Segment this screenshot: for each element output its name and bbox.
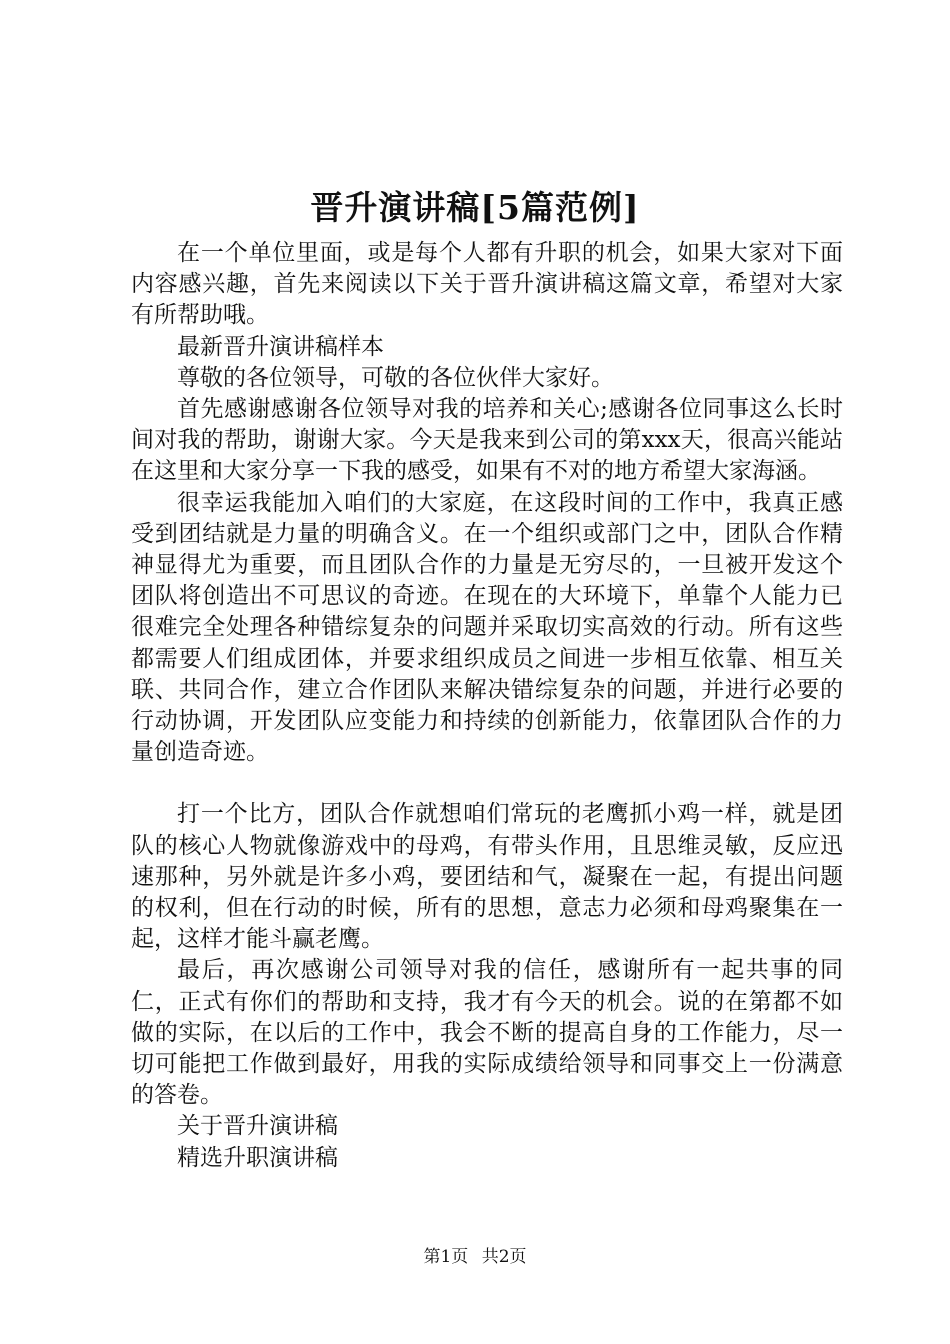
document-title: 晋升演讲稿[5篇范例] <box>310 188 640 227</box>
paragraph-spacer <box>131 768 843 799</box>
page-number-total: 共2页 <box>481 1247 527 1267</box>
related-link-selected: 精选升职演讲稿 <box>177 1144 338 1171</box>
paragraph-teamwork: 很幸运我能加入咱们的大家庭，在这段时间的工作中，我真正感受到团结就是力量的明确含义。在一个组织或部门之中，团队合作精神显得尤为重要，而且团队合作的力量是无穷尽的，一旦被开发这个团队将创造出不可思议的奇迹。在现在的大环境下，单靠个人能力已很难完全处理各种错综复杂的问题并采取切实高效的行动。所有这些都需要人们组成团体，并要求组织成员之间进一步相互依靠、相互关联、共同合作，建立合作团队来解决错综复杂的问题，并进行必要的行动协调，开发团队应变能力和持续的创新能力，依靠团队合作的力量创造奇迹。 <box>131 489 843 766</box>
paragraph-thanks: 首先感谢感谢各位领导对我的培养和关心;感谢各位同事这么长时间对我的帮助，谢谢大家。今天是我来到公司的第xxx天，很高兴能站在这里和大家分享一下我的感受，如果有不对的地方希望大家海涵。 <box>131 396 843 485</box>
paragraph-metaphor: 打一个比方，团队合作就想咱们常玩的老鹰抓小鸡一样，就是团队的核心人物就像游戏中的母鸡，有带头作用，且思维灵敏，反应迅速那种，另外就是许多小鸡，要团结和气，凝聚在一起，有提出问题的权利，但在行动的时候，所有的思想，意志力必须和母鸡聚集在一起，这样才能斗赢老鹰。 <box>131 801 843 953</box>
page-footer <box>0 1245 950 1269</box>
paragraph-closing: 最后，再次感谢公司领导对我的信任，感谢所有一起共事的同仁，正式有你们的帮助和支持，我才有今天的机会。说的在第都不如做的实际，在以后的工作中，我会不断的提高自身的工作能力，尽一切可能把工作做到最好，用我的实际成绩给领导和同事交上一份满意的答卷。 <box>131 957 843 1109</box>
document-body <box>131 238 843 1174</box>
paragraph-heading-sample: 最新晋升演讲稿样本 <box>177 333 384 360</box>
paragraph-intro: 在一个单位里面，或是每个人都有升职的机会，如果大家对下面内容感兴趣，首先来阅读以下关于晋升演讲稿这篇文章，希望对大家有所帮助哦。 <box>131 240 843 329</box>
page-number-current: 第1页 <box>423 1247 469 1267</box>
paragraph-greeting: 尊敬的各位领导，可敬的各位伙伴大家好。 <box>177 364 614 391</box>
related-link-about: 关于晋升演讲稿 <box>177 1113 338 1140</box>
